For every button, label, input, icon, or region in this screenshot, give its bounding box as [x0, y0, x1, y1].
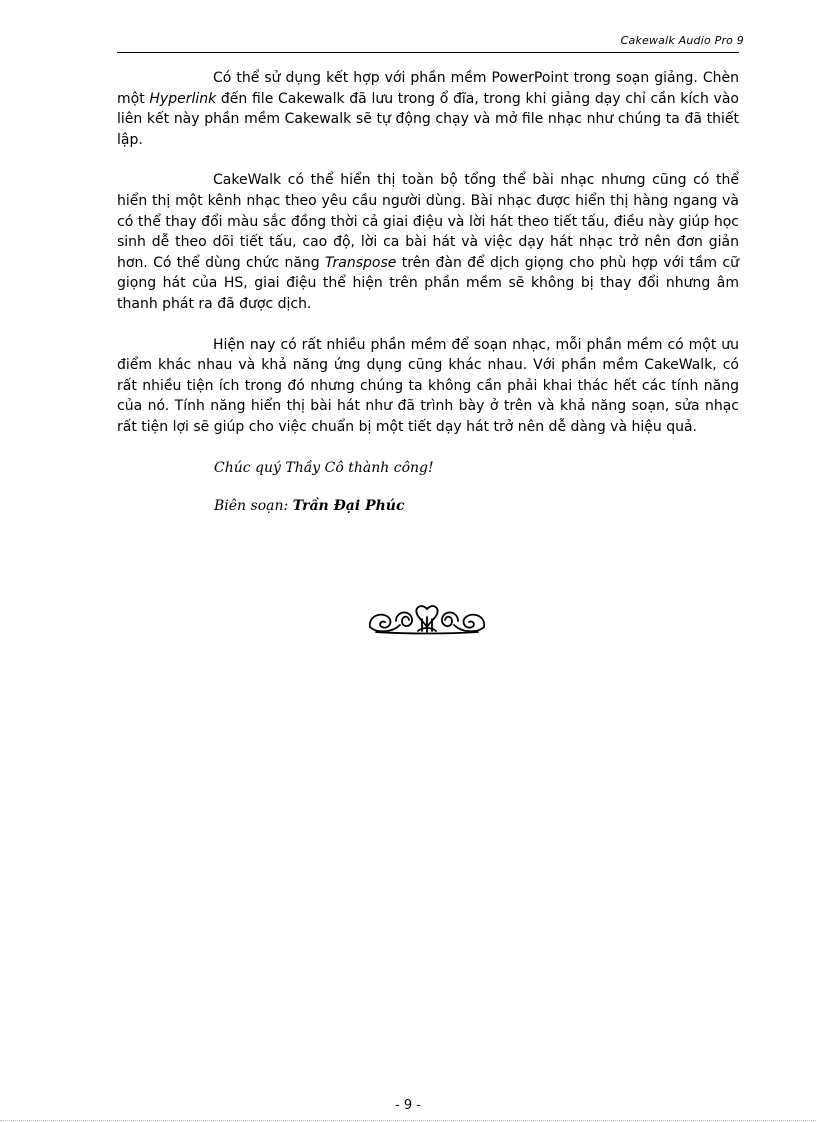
paragraph-display — [117, 170, 739, 314]
document-body — [117, 68, 739, 535]
author-line — [214, 496, 739, 517]
header-title: Cakewalk Audio Pro 9 — [620, 34, 744, 47]
closing-wish: Chúc quý Thầy Cô thành công! — [214, 459, 434, 476]
paragraph-text: CakeWalk có thể hiển thị toàn bộ tổng thể bài nhạc nhưng cũng có thể hiển thị một kênh nhạc theo yêu cầu người dùng. Bài nhạc được hiển thị hàng ngang và có thể thay đổi màu sắc đồng thời cả giai điệu và lời hát theo tiết tấu, điều này giúp học sinh dễ theo dõi tiết tấu, cao độ, lời ca bài hát và việc dạy hát nhạc trở nên đơn giản hơn. Có thể dùng chức năng — [117, 172, 739, 271]
author-label: Biên soạn: — [214, 498, 293, 515]
hyperlink-term: Hyperlink — [149, 90, 217, 107]
paragraph-powerpoint — [117, 68, 739, 150]
decorative-flourish-icon — [366, 603, 488, 635]
paragraph-text: trên đàn để dịch giọng cho phù hợp với tầm cữ giọng hát của HS, giai điệu thể hiện trên phần mềm sẽ không bị thay đổi nhưng âm thanh phát ra đã được dịch. — [117, 254, 739, 312]
transpose-term: Transpose — [325, 254, 397, 271]
paragraph-text: Có thể sử dụng kết hợp với phần mềm PowerPoint trong soạn giảng. Chèn một — [117, 70, 739, 107]
author-name: Trần Đại Phúc — [292, 498, 405, 515]
paragraph-text: đến file Cakewalk đã lưu trong ổ đĩa, trong khi giảng dạy chỉ cần kích vào liên kết này phần mềm Cakewalk sẽ tự động chạy và mở file nhạc như chúng ta đã thiết lập. — [117, 90, 739, 148]
paragraph-summary: Hiện nay có rất nhiều phần mềm để soạn nhạc, mỗi phần mềm có một ưu điểm khác nhau và khả năng ứng dụng cũng khác nhau. Với phần mềm CakeWalk, có rất nhiều tiện ích trong đó nhưng chúng ta không cần phải khai thác hết các tính năng của nó. Tính năng hiển thị bài hát như đã trình bày ở trên và khả năng soạn, sửa nhạc rất tiện lợi sẽ giúp cho việc chuẩn bị một tiết dạy hát trở nên dễ dàng và hiệu quả. — [117, 336, 739, 435]
page-number: - 9 - — [395, 1098, 421, 1113]
header-rule — [117, 52, 739, 53]
footer-rule — [0, 1120, 816, 1121]
